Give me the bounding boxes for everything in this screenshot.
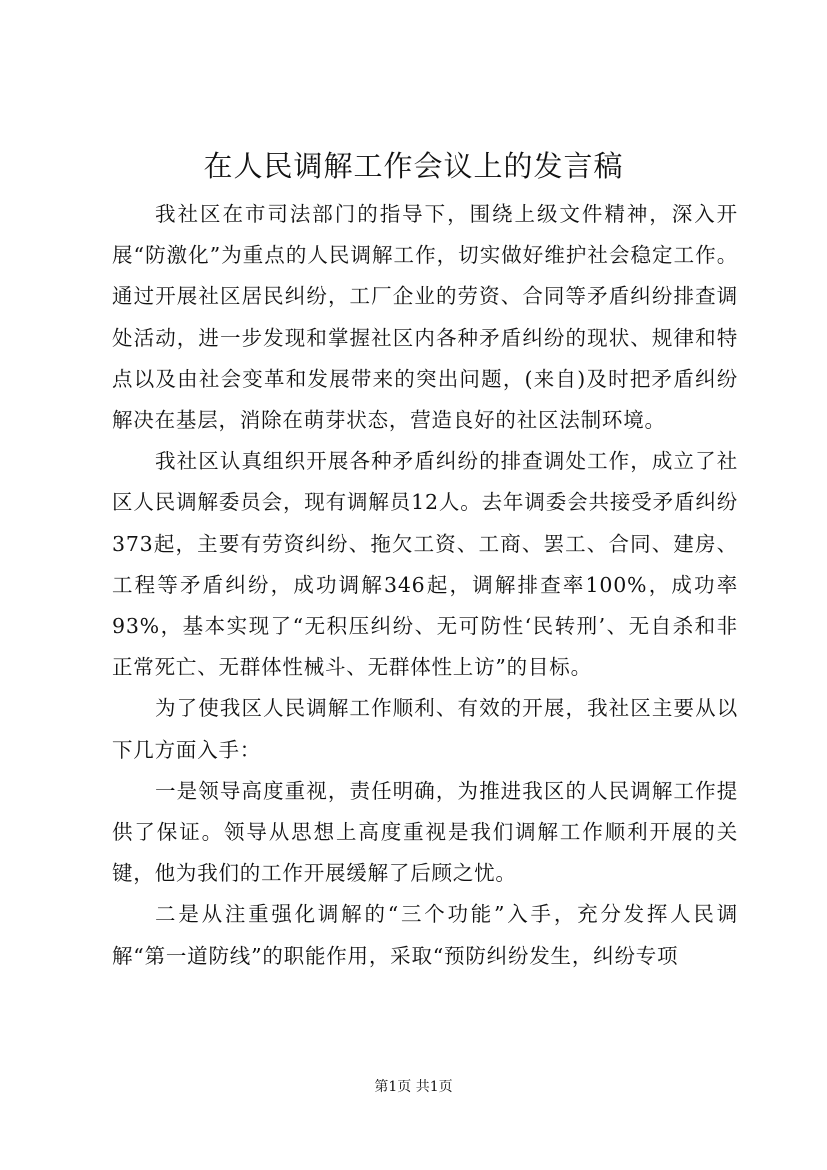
paragraph: 一是领导高度重视，责任明确，为推进我区的人民调解工作提供了保证。领导从思想上高度重视是我们调解工作顺利开展的关键，他为我们的工作开展缓解了后顾之忧。	[112, 778, 738, 886]
paragraph: 二是从注重强化调解的“三个功能”入手，充分发挥人民调解“第一道防线”的职能作用，采取“预防纠纷发生，纠纷专项	[112, 902, 738, 968]
document-title: 在人民调解工作会议上的发言稿	[203, 149, 624, 183]
paragraph: 为了使我区人民调解工作顺利、有效的开展，我社区主要从以下几方面入手：	[112, 696, 738, 762]
paragraph: 我社区认真组织开展各种矛盾纠纷的排查调处工作，成立了社区人民调解委员会，现有调解员12人。去年调委会共接受矛盾纠纷373起，主要有劳资纠纷、拖欠工资、工商、罢工、合同、建房、工程等矛盾纠纷，成功调解346起，调解排查率100%，成功率93%，基本实现了“无积压纠纷、无可防性‘民转刑’、无自杀和非正常死亡、无群体性械斗、无群体性上访”的目标。	[112, 449, 738, 680]
document-body	[112, 194, 738, 977]
paragraph: 我社区在市司法部门的指导下，围绕上级文件精神，深入开展“防激化”为重点的人民调解工作，切实做好维护社会稳定工作。通过开展社区居民纠纷，工厂企业的劳资、合同等矛盾纠纷排查调处活动，进一步发现和掌握社区内各种矛盾纠纷的现状、规律和特点以及由社会变革和发展带来的突出问题，(来自)及时把矛盾纠纷解决在基层，消除在萌芽状态，营造良好的社区法制环境。	[112, 202, 738, 433]
page-footer: 第1页 共1页	[374, 1079, 453, 1095]
